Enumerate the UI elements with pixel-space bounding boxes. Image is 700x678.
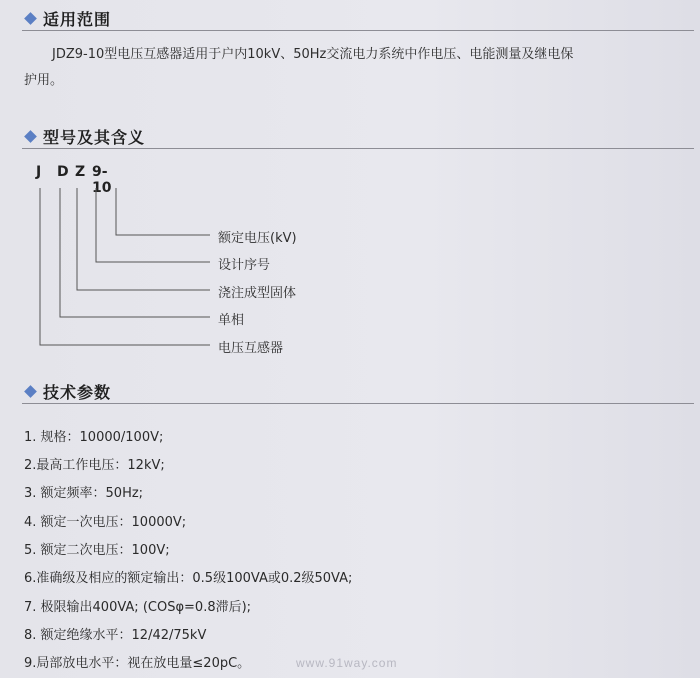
model-code-number: 9-10 <box>92 164 112 196</box>
scope-line-1: JDZ9-10型电压互感器适用于户内10kV、50Hz交流电力系统中作电压、电能测量及继电保 <box>52 47 574 62</box>
param-item: 9.局部放电水平：视在放电量≤20pC。 <box>24 656 251 671</box>
param-item: 2.最高工作电压：12kV; <box>24 458 165 473</box>
param-item: 5. 额定二次电压：100V; <box>24 543 170 558</box>
section-title: 适用范围 <box>43 9 112 29</box>
param-item: 6.准确级及相应的额定输出：0.5级100VA或0.2级50VA; <box>24 571 353 586</box>
meaning-rated-voltage: 额定电压(kV) <box>218 231 297 246</box>
diamond-bullet-icon <box>24 385 37 398</box>
model-code-letter-d: D <box>57 164 69 180</box>
watermark: www.91way.com <box>296 656 398 670</box>
param-item: 7. 极限输出400VA; (COSφ=0.8滞后); <box>24 600 252 615</box>
meaning-cast-solid: 浇注成型固体 <box>218 286 297 301</box>
scope-line-2: 护用。 <box>24 73 64 88</box>
param-item: 3. 额定频率：50Hz; <box>24 486 144 501</box>
meaning-design-serial: 设计序号 <box>218 258 271 273</box>
model-code-letter-j: J <box>36 164 42 180</box>
section-title: 技术参数 <box>43 382 112 402</box>
param-item: 4. 额定一次电压：10000V; <box>24 515 187 530</box>
meaning-voltage-transformer: 电压互感器 <box>218 341 284 356</box>
section-title: 型号及其含义 <box>43 127 146 147</box>
param-item: 8. 额定绝缘水平：12/42/75kV <box>24 628 207 643</box>
model-code-letter-z: Z <box>75 164 86 180</box>
param-item: 1. 规格：10000/100V; <box>24 430 164 445</box>
section-divider <box>22 403 694 404</box>
section-header-tech <box>22 379 111 403</box>
meaning-single-phase: 单相 <box>218 313 245 328</box>
